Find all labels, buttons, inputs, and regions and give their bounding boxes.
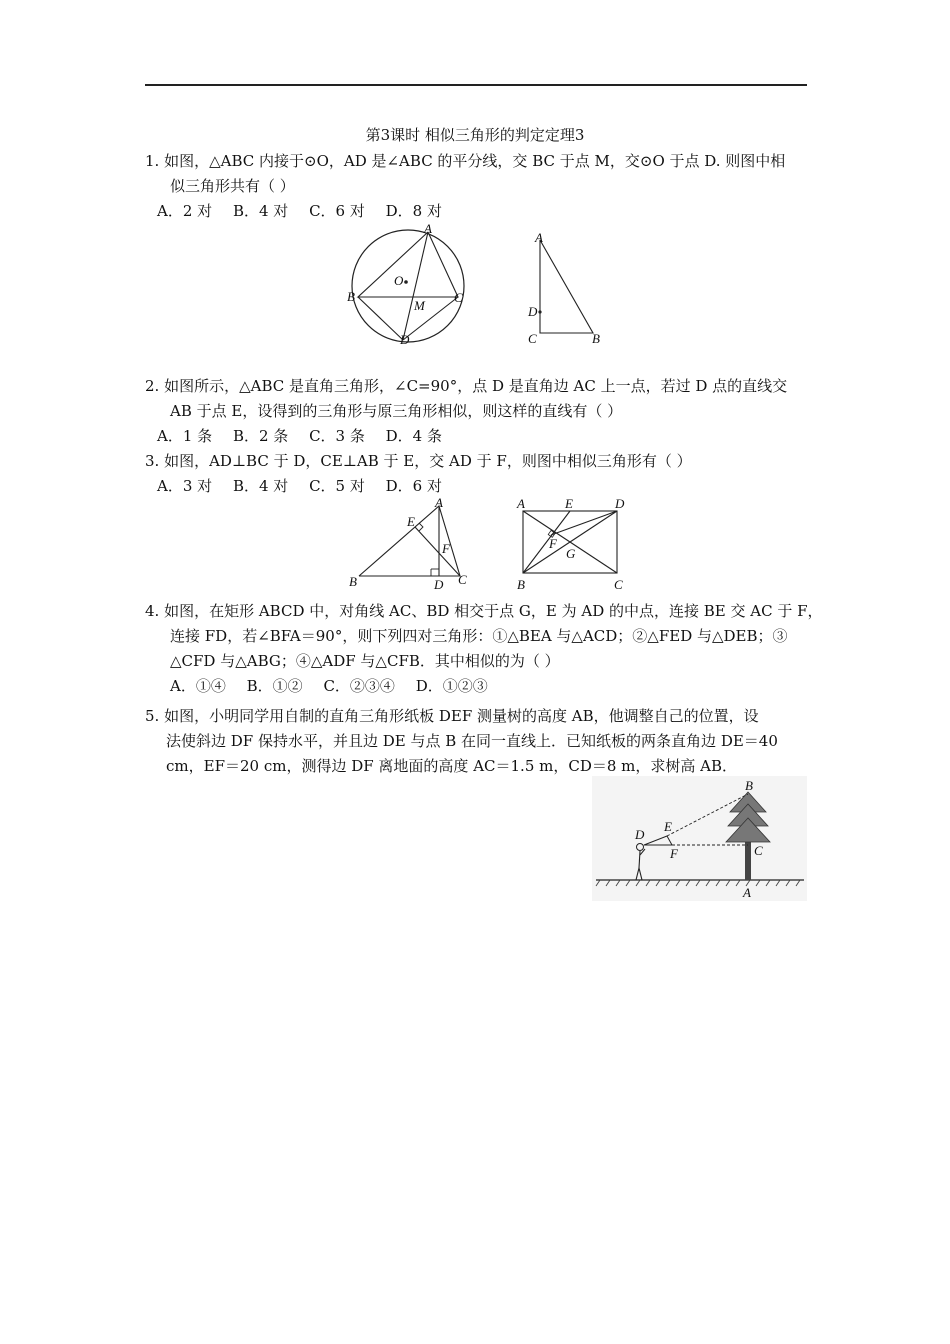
fig5-label-a: A xyxy=(743,885,751,900)
q3-option-c[interactable]: C．5 对 xyxy=(309,477,365,495)
fig5-label-e: E xyxy=(664,819,672,834)
q2-option-d[interactable]: D．4 条 xyxy=(385,427,442,445)
header-rule xyxy=(145,84,807,86)
fig2-label-a: A xyxy=(535,230,543,245)
q4-option-b[interactable]: B．①② xyxy=(246,677,303,695)
fig4-label-g: G xyxy=(566,546,576,561)
fig4-label-b: B xyxy=(517,577,525,592)
fig4-label-c: C xyxy=(614,577,623,592)
fig2-label-d: D xyxy=(528,304,538,319)
fig1-label-c: C xyxy=(454,290,463,305)
q1-option-d[interactable]: D．8 对 xyxy=(385,202,442,220)
q2-text-line1: 2. 如图所示，△ABC 是直角三角形，∠C=90°，点 D 是直角边 AC 上一点，若过 D 点的直线交 xyxy=(145,377,788,395)
q5-text-line2: 法使斜边 DF 保持水平，并且边 DE 与点 B 在同一直线上．已知纸板的两条直角边 DE＝40 xyxy=(166,732,778,750)
fig5-label-d: D xyxy=(635,827,645,842)
fig3-label-f: F xyxy=(442,541,450,556)
fig3-label-a: A xyxy=(435,495,443,510)
figure-right-triangle xyxy=(525,230,605,348)
q1-option-b[interactable]: B．4 对 xyxy=(232,202,289,220)
fig1-label-b: B xyxy=(347,289,355,304)
fig3-label-c: C xyxy=(458,572,467,587)
figure-triangle-altitudes xyxy=(345,495,475,593)
q2-option-b[interactable]: B．2 条 xyxy=(232,427,289,445)
fig5-label-c: C xyxy=(754,843,763,858)
fig4-label-e: E xyxy=(565,496,573,511)
q3-option-a[interactable]: A．3 对 xyxy=(157,477,213,495)
q4-text-line2: 连接 FD，若∠BFA＝90°，则下列四对三角形：①△BEA 与△ACD；②△FED 与△DEB；③ xyxy=(170,627,788,645)
fig2-label-c: C xyxy=(528,331,537,346)
fig3-label-d: D xyxy=(434,577,444,592)
q4-option-d[interactable]: D．①②③ xyxy=(415,677,488,695)
q2-option-c[interactable]: C．3 条 xyxy=(309,427,365,445)
q3-text-line1: 3. 如图，AD⊥BC 于 D，CE⊥AB 于 E，交 AD 于 F，则图中相似三角形有（ ） xyxy=(145,452,692,470)
figure-circle-abc xyxy=(340,222,475,352)
q1-text-line2: 似三角形共有（ ） xyxy=(170,177,295,195)
fig1-label-a: A xyxy=(424,221,432,236)
fig4-label-d: D xyxy=(615,496,625,511)
fig2-label-b: B xyxy=(592,331,600,346)
q2-options xyxy=(157,426,458,446)
figure-tree-measurement xyxy=(592,776,807,901)
q2-text-line2: AB 于点 E，设得到的三角形与原三角形相似，则这样的直线有（ ） xyxy=(170,402,623,420)
fig4-label-a: A xyxy=(517,496,525,511)
figure-rectangle-abcd xyxy=(510,496,635,592)
fig3-label-e: E xyxy=(407,514,415,529)
fig5-label-b: B xyxy=(745,778,753,793)
q1-option-a[interactable]: A．2 对 xyxy=(157,202,213,220)
q1-text-line1: 1. 如图，△ABC 内接于⊙O，AD 是∠ABC 的平分线，交 BC 于点 M，交⊙O 于点 D. 则图中相 xyxy=(145,152,786,170)
q5-text-line1: 5. 如图，小明同学用自制的直角三角形纸板 DEF 测量树的高度 AB，他调整自己的位置，设 xyxy=(145,707,759,725)
q3-options xyxy=(157,476,458,496)
fig1-label-o: O xyxy=(394,273,404,288)
fig1-label-m: M xyxy=(414,298,425,313)
fig5-label-f: F xyxy=(670,846,678,861)
fig1-label-d: D xyxy=(400,332,410,347)
fig3-label-b: B xyxy=(349,574,357,589)
q3-option-b[interactable]: B．4 对 xyxy=(232,477,289,495)
fig4-label-f: F xyxy=(549,536,557,551)
q5-text-line3: cm，EF＝20 cm，测得边 DF 离地面的高度 AC＝1.5 m，CD＝8 m，求树高 AB． xyxy=(166,757,738,775)
q3-option-d[interactable]: D．6 对 xyxy=(385,477,442,495)
q2-option-a[interactable]: A．1 条 xyxy=(157,427,213,445)
q1-option-c[interactable]: C．6 对 xyxy=(309,202,365,220)
q4-text-line1: 4. 如图，在矩形 ABCD 中，对角线 AC、BD 相交于点 G，E 为 AD 的中点，连接 BE 交 AC 于 F， xyxy=(145,602,823,620)
page-title: 第3课时 相似三角形的判定定理3 xyxy=(365,126,585,144)
q1-options xyxy=(157,201,458,221)
q4-option-a[interactable]: A．①④ xyxy=(170,677,226,695)
q4-text-line3: △CFD 与△ABG；④△ADF 与△CFB．其中相似的为（ ） xyxy=(170,652,560,670)
q4-options xyxy=(170,676,504,696)
q4-option-c[interactable]: C．②③④ xyxy=(323,677,395,695)
